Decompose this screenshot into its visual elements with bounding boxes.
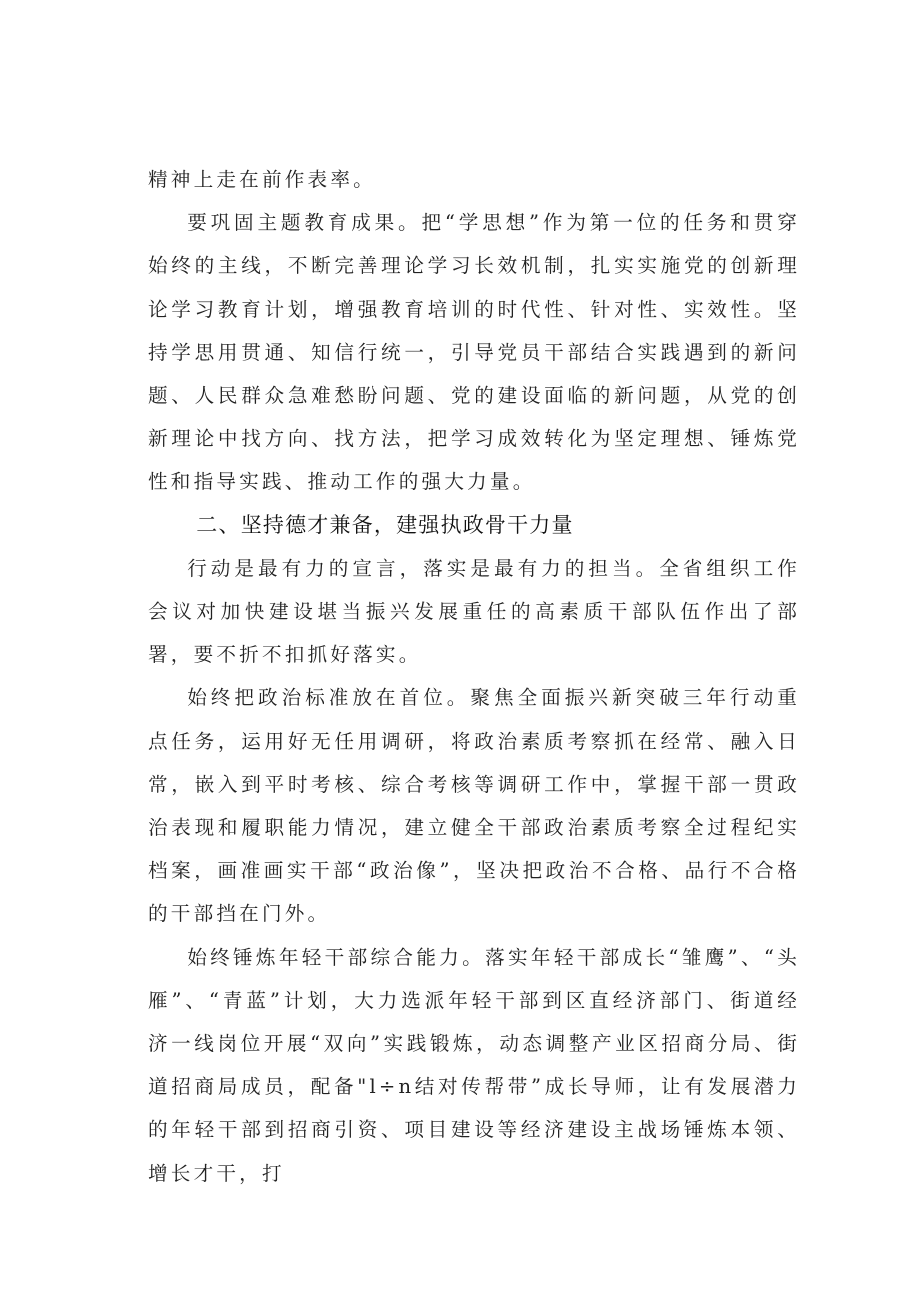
section-heading-2: 二、坚持德才兼备，建强执政骨干力量 xyxy=(196,512,574,537)
paragraph-young-cadres: 始终锤炼年轻干部综合能力。落实年轻干部成长“雏鹰”、“头雁”、“青蓝”计划，大力选派年轻干部到区直经济部门、街道经济一线岗位开展“双向”实践锻炼，动态调整产业区招商分局、街道招商局成员，配备"l÷n结对传帮带”成长导师，让有发展潜力的年轻干部到招商引资、项目建设等经济建设主战场锤炼本领、增长才干，打 xyxy=(148,945,800,1185)
paragraph-consolidate-education: 要巩固主题教育成果。把“学思想”作为第一位的任务和贯穿始终的主线，不断完善理论学习长效机制，扎实实施党的创新理论学习教育计划，增强教育培训的时代性、针对性、实效性。坚持学思用贯通、知信行统一，引导党员干部结合实践遇到的新问题、人民群众急难愁盼问题、党的建设面临的新问题，从党的创新理论中找方向、找方法，把学习成效转化为坚定理想、锤炼党性和指导实践、推动工作的强大力量。 xyxy=(148,211,800,494)
paragraph-continuation: 精神上走在前作表率。 xyxy=(148,168,376,191)
document-body xyxy=(148,158,800,1195)
paragraph-action-statement: 行动是最有力的宣言，落实是最有力的担当。全省组织工作会议对加快建设堪当振兴发展重任的高素质干部队伍作出了部署，要不折不扣抓好落实。 xyxy=(148,556,800,667)
paragraph-political-standard: 始终把政治标准放在首位。聚焦全面振兴新突破三年行动重点任务，运用好无任用调研，将政治素质考察抓在经常、融入日常，嵌入到平时考核、综合考核等调研工作中，掌握干部一贯政治表现和履职能力情况，建立健全干部政治素质考察全过程纪实档案，画准画实干部“政治像”，坚决把政治不合格、品行不合格的干部挡在门外。 xyxy=(148,686,800,926)
